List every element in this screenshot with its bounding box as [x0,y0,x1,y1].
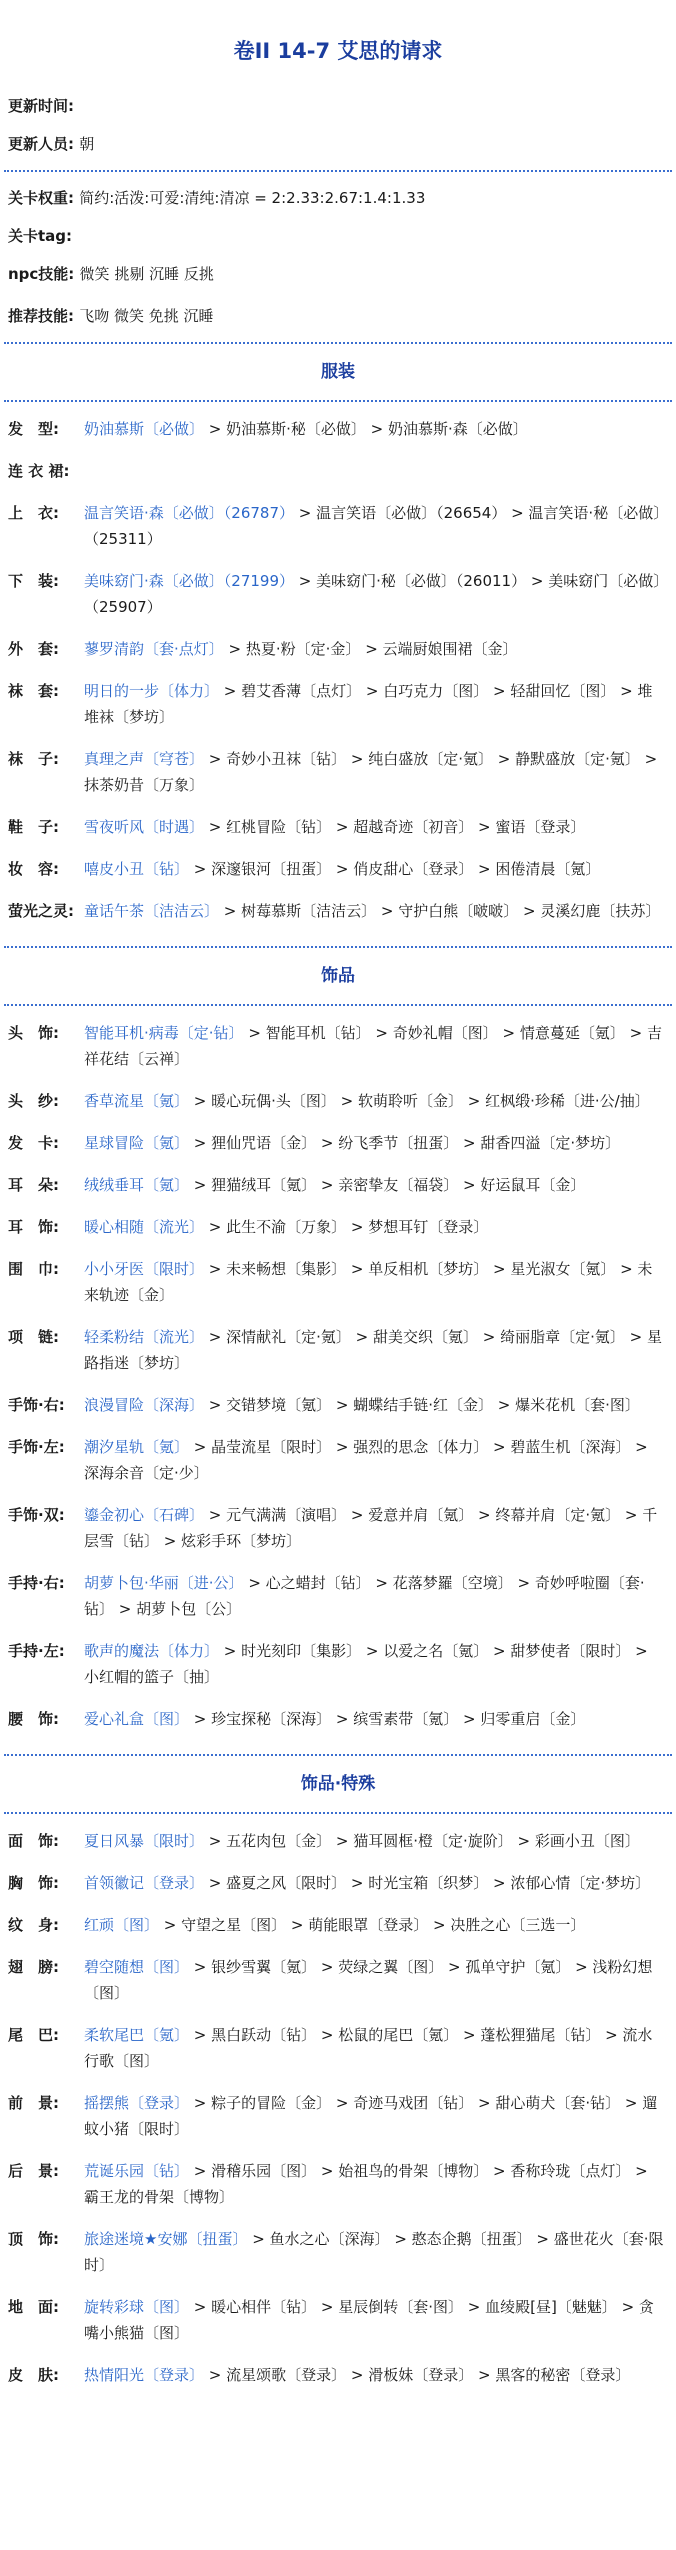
best-item: 爱心礼盒〔图〕 [84,1710,190,1728]
rec-label: 推荐技能: [8,307,74,325]
slot-label: 后 景: [8,2162,59,2180]
slot-label: 手持·右: [8,1574,65,1592]
slot-items [84,1870,672,1896]
slot-label: 手饰·左: [8,1438,65,1456]
alt-items: > 鱼水之心〔深海〕 > 憨态企鹅〔扭蛋〕 > 盛世花火〔套·限时〕 [84,2230,664,2274]
update-person-value: 朝 [79,135,95,153]
slot-label: 地 面: [8,2298,59,2316]
list-item [8,2022,672,2074]
best-item: 歌声的魔法〔体力〕 [84,1642,220,1660]
alt-items: > 黑白跃动〔钻〕 > 松鼠的尾巴〔氪〕 > 蓬松狸猫尾〔钻〕 > 流水行歌〔图〕 [84,2026,653,2070]
alt-items: > 五花肉包〔金〕 > 猫耳圆框·橙〔定·旋阶〕 > 彩画小丑〔图〕 [204,1832,640,1850]
list-item [8,2226,672,2278]
slot-label: 上 衣: [8,504,59,522]
slot-label: 袜 子: [8,750,59,768]
slot-items [84,2294,672,2346]
slot-items [84,1570,672,1622]
best-item: 夏日风暴〔限时〕 [84,1832,205,1850]
slot-label: 手饰·双: [8,1506,65,1524]
slot-items [84,1088,672,1114]
section-title: 服装 [321,362,355,382]
update-person-row [8,132,672,156]
best-item: 奶油慕斯〔必做〕 [84,420,205,438]
alt-items: > 红桃冒险〔钻〕 > 超越奇迹〔初音〕 > 蜜语〔登录〕 [204,818,586,836]
best-item: 美味窈门·森〔必做〕（27199） [84,572,294,590]
npc-row [8,262,672,286]
list-item [8,746,672,798]
slot-label: 外 套: [8,640,59,658]
slot-label: 耳 朵: [8,1176,59,1194]
weight-value: 简约:活泼:可爱:清纯:清凉 = 2:2.33:2.67:1.4:1.33 [79,189,426,207]
slot-label: 头 饰: [8,1024,59,1042]
list-item [8,2362,672,2388]
list-item [8,2090,672,2142]
slot-label: 顶 饰: [8,2230,59,2248]
list-item [8,416,672,442]
best-item: 小小牙医〔限时〕 [84,1260,205,1278]
list-item [8,1912,672,1938]
item-list [4,402,672,946]
alt-items: > 银纱雪翼〔氪〕 > 荧绿之翼〔图〕 > 孤单守护〔氪〕 > 浅粉幻想〔图〕 [84,1958,653,2002]
slot-label: 袜 套: [8,682,59,700]
slot-label: 围 巾: [8,1260,59,1278]
slot-label: 面 饰: [8,1832,59,1850]
slot-items [84,1434,672,1486]
best-item: 智能耳机·病毒〔定·钻〕 [84,1024,244,1042]
slot-items [84,636,672,662]
slot-items [84,2022,672,2074]
best-item: 香草流星〔氪〕 [84,1092,190,1110]
slot-label: 尾 巴: [8,2026,59,2044]
item-list [4,1814,672,2410]
slot-label: 项 链: [8,1328,59,1346]
alt-items: > 元气满满〔演唱〕 > 爱意并肩〔氪〕 > 终幕并肩〔定·氪〕 > 千层雪〔钻〕 > 炫彩手环〔梦坊〕 [84,1506,658,1550]
slot-items [84,1706,672,1732]
best-item: 柔软尾巴〔氪〕 [84,2026,190,2044]
slot-items [84,1912,672,1938]
slot-label: 妆 容: [8,860,59,878]
list-item [8,898,672,924]
slot-label: 前 景: [8,2094,59,2112]
best-item: 浪漫冒险〔深海〕 [84,1396,205,1414]
npc-label: npc技能: [8,265,75,283]
alt-items: > 此生不渝〔万象〕 > 梦想耳钉〔登录〕 [204,1218,489,1236]
best-item: 摇摆熊〔登录〕 [84,2094,190,2112]
slot-items [84,856,672,882]
slot-items [84,1256,672,1308]
tag-row [8,224,672,248]
list-item [8,1954,672,2006]
list-item [8,1828,672,1854]
alt-items: > 心之蜡封〔钻〕 > 花落梦羅〔空境〕 > 奇妙呼啦圈〔套·钻〕 > 胡萝卜包〔公〕 [84,1574,645,1618]
page-title: 卷II 14-7 艾思的请求 [233,39,443,63]
item-list [4,1006,672,1754]
alt-items: > 未来畅想〔集影〕 > 单反相机〔梦坊〕 > 星光淑女〔氪〕 > 未来轨迹〔金〕 [84,1260,653,1304]
slot-items [84,2090,672,2142]
best-item: 旋转彩球〔图〕 [84,2298,190,2316]
list-item [8,1570,672,1622]
sections [4,342,672,2410]
list-item [8,678,672,730]
best-item: 暖心相随〔流光〕 [84,1218,205,1236]
slot-label: 皮 肤: [8,2366,59,2384]
slot-items [84,458,672,484]
list-item [8,1324,672,1376]
slot-label: 头 纱: [8,1092,59,1110]
slot-items [84,500,672,552]
alt-items: > 盛夏之风〔限时〕 > 时光宝箱〔织梦〕 > 浓郁心情〔定·梦坊〕 [204,1874,651,1892]
weight-row [8,186,672,210]
slot-label: 萤光之灵: [8,902,74,920]
slot-label: 发 型: [8,420,59,438]
list-item [8,1130,672,1156]
rec-row [8,304,672,328]
list-item [8,1434,672,1486]
slot-items [84,1954,672,2006]
slot-label: 连 衣 裙: [8,462,70,480]
alt-items: > 流星颂歌〔登录〕 > 滑板妹〔登录〕 > 黑客的秘密〔登录〕 [204,2366,631,2384]
alt-items: > 交错梦境〔氪〕 > 蝴蝶结手链·红〔金〕 > 爆米花机〔套·图〕 [204,1396,640,1414]
alt-items: > 智能耳机〔钻〕 > 奇妙礼帽〔图〕 > 情意蔓延〔氪〕 > 吉祥花结〔云禅〕 [84,1024,662,1068]
slot-label: 鞋 子: [8,818,59,836]
slot-items [84,416,672,442]
slot-items [84,1392,672,1418]
slot-label: 耳 饰: [8,1218,59,1236]
slot-label: 纹 身: [8,1916,59,1934]
best-item: 首领徽记〔登录〕 [84,1874,205,1892]
slot-items [84,1172,672,1198]
alt-items: > 深情献礼〔定·氪〕 > 甜美交织〔氪〕 > 绮丽脂章〔定·氪〕 > 星路指迷〔梦坊〕 [84,1328,662,1372]
alt-items: > 晶莹流星〔限时〕 > 强烈的思念〔体力〕 > 碧蓝生机〔深海〕 > 深海余音〔定·少〕 [84,1438,648,1482]
list-item [8,1214,672,1240]
list-item [8,856,672,882]
best-item: 红顽〔图〕 [84,1916,160,1934]
slot-label: 手持·左: [8,1642,65,1660]
alt-items: > 狸猫绒耳〔氪〕 > 亲密挚友〔福袋〕 > 好运鼠耳〔金〕 [189,1176,586,1194]
alt-items: > 狸仙咒语〔金〕 > 纷飞季节〔扭蛋〕 > 甜香四溢〔定·梦坊〕 [189,1134,621,1152]
slot-label: 手饰·右: [8,1396,65,1414]
alt-items: > 深邃银河〔扭蛋〕 > 俏皮甜心〔登录〕 > 困倦清晨〔氪〕 [189,860,601,878]
alt-items: > 温言笑语〔必做〕（26654） > 温言笑语·秘〔必做〕（25311） [84,504,661,548]
list-item [8,2294,672,2346]
best-item: 蓼罗清韵〔套·点灯〕 [84,640,224,658]
best-item: 星球冒险〔氪〕 [84,1134,190,1152]
best-item: 碧空随想〔图〕 [84,1958,190,1976]
update-person-label: 更新人员: [8,135,74,153]
slot-items [84,1214,672,1240]
best-item: 嘻皮小丑〔钻〕 [84,860,190,878]
best-item: 鎏金初心〔石碑〕 [84,1506,205,1524]
slot-items [84,2362,672,2388]
list-item [8,1870,672,1896]
alt-items: > 奇妙小丑袜〔钻〕 > 纯白盛放〔定·氪〕 > 静默盛放〔定·氪〕 > 抹茶奶昔〔万象〕 [84,750,658,794]
list-item [8,814,672,840]
best-item: 童话午茶〔洁洁云〕 [84,902,220,920]
alt-items: > 碧艾香薄〔点灯〕 > 白巧克力〔图〕 > 轻甜回忆〔图〕 > 堆堆袜〔梦坊〕 [84,682,653,726]
slot-items [84,1130,672,1156]
slot-label: 翅 膀: [8,1958,59,1976]
slot-items [84,1828,672,1854]
list-item [8,1392,672,1418]
list-item [8,636,672,662]
alt-items: > 滑稽乐园〔图〕 > 始祖鸟的骨架〔博物〕 > 香称玲珑〔点灯〕 > 霸王龙的骨架〔博物〕 [84,2162,648,2206]
best-item: 真理之声〔穹苍〕 [84,750,205,768]
list-item [8,1088,672,1114]
slot-items [84,1020,672,1072]
list-item [8,1706,672,1732]
best-item: 明日的一步〔体力〕 [84,682,220,700]
weight-label: 关卡权重: [8,189,74,207]
slot-items [84,898,672,924]
slot-items [84,1324,672,1376]
update-time-label: 更新时间: [8,97,74,115]
best-item: 胡萝卜包·华丽〔进·公〕 [84,1574,244,1592]
best-item: 荒诞乐园〔钻〕 [84,2162,190,2180]
slot-items [84,568,672,620]
slot-label: 下 装: [8,572,59,590]
rec-value: 飞吻 微笑 免挑 沉睡 [79,307,214,325]
best-item: 热情阳光〔登录〕 [84,2366,205,2384]
slot-items [84,2158,672,2210]
list-item [8,1172,672,1198]
slot-label: 发 卡: [8,1134,59,1152]
npc-value: 微笑 挑剔 沉睡 反挑 [79,265,214,283]
list-item [8,1256,672,1308]
alt-items: > 粽子的冒险〔金〕 > 奇迹马戏团〔钻〕 > 甜心萌犬〔套·钻〕 > 遛蚊小猪〔限时〕 [84,2094,658,2138]
section-title: 饰品·特殊 [300,1774,376,1794]
best-item: 旅途迷境★安娜〔扭蛋〕 [84,2230,248,2248]
alt-items: > 美味窈门·秘〔必做〕（26011） > 美味窈门〔必做〕（25907） [84,572,661,616]
alt-items: > 热夏·粉〔定·金〕 > 云端厨娘围裙〔金〕 [223,640,518,658]
list-item [8,2158,672,2210]
list-item [8,458,672,484]
alt-items: > 时光刻印〔集影〕 > 以爱之名〔氪〕 > 甜梦使者〔限时〕 > 小红帽的篮子〔抽〕 [84,1642,648,1686]
slot-items [84,746,672,798]
best-item: 潮汐星轨〔氪〕 [84,1438,190,1456]
alt-items: > 树莓慕斯〔洁洁云〕 > 守护白熊〔啵啵〕 > 灵溪幻鹿〔扶苏〕 [219,902,661,920]
slot-items [84,2226,672,2278]
list-item [8,1020,672,1072]
tag-label: 关卡tag: [8,227,73,245]
best-item: 绒绒垂耳〔氪〕 [84,1176,190,1194]
slot-label: 胸 饰: [8,1874,59,1892]
best-item: 雪夜听风〔时遇〕 [84,818,205,836]
alt-items: > 守望之星〔图〕 > 萌能眼罩〔登录〕 > 决胜之心〔三选一〕 [159,1916,586,1934]
slot-items [84,814,672,840]
slot-items [84,1638,672,1690]
list-item [8,1638,672,1690]
best-item: 轻柔粉结〔流光〕 [84,1328,205,1346]
list-item [8,500,672,552]
alt-items: > 暖心相伴〔钻〕 > 星辰倒转〔套·图〕 > 血绫殿[昼]〔魅魅〕 > 贪嘴小熊猫〔图〕 [84,2298,654,2342]
slot-items [84,678,672,730]
slot-label: 腰 饰: [8,1710,59,1728]
alt-items: > 珍宝探秘〔深海〕 > 缤雪素带〔氪〕 > 归零重启〔金〕 [189,1710,586,1728]
alt-items: > 暖心玩偶·头〔图〕 > 软萌聆听〔金〕 > 红枫缎·珍稀〔进·公/抽〕 [189,1092,650,1110]
alt-items: > 奶油慕斯·秘〔必做〕 > 奶油慕斯·森〔必做〕 [204,420,528,438]
update-time-row [8,94,672,118]
list-item [8,568,672,620]
section-title: 饰品 [321,966,355,986]
best-item: 温言笑语·森〔必做〕（26787） [84,504,294,522]
list-item [8,1502,672,1554]
slot-items [84,1502,672,1554]
